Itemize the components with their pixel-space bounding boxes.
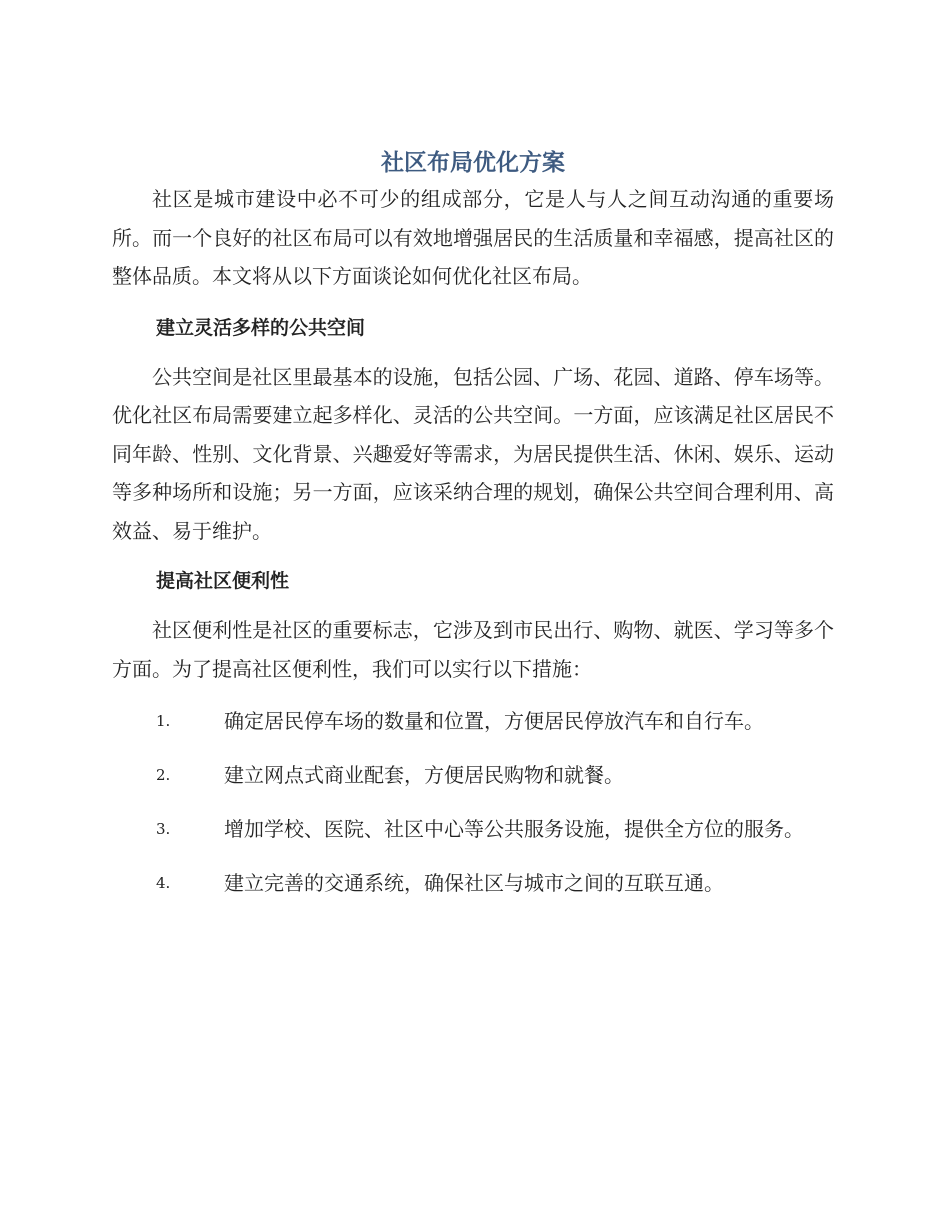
list-item	[112, 862, 834, 904]
intro-paragraph: 社区是城市建设中必不可少的组成部分，它是人与人之间互动沟通的重要场所。而一个良好的社区布局可以有效地增强居民的生活质量和幸福感，提高社区的整体品质。本文将从以下方面谈论如何优化社区布局。	[112, 187, 834, 288]
list-item-number: 2.	[156, 766, 171, 784]
list-item	[112, 808, 834, 850]
section-heading-convenience: 提高社区便利性	[156, 570, 290, 592]
list-item-text: 建立网点式商业配套，方便居民购物和就餐。	[224, 763, 624, 787]
list-item-text: 增加学校、医院、社区中心等公共服务设施，提供全方位的服务。	[224, 817, 804, 841]
list-item-number: 1.	[156, 712, 171, 730]
list-item-text: 建立完善的交通系统，确保社区与城市之间的互联互通。	[224, 871, 724, 895]
document-page	[112, 146, 834, 904]
section-heading-public-space: 建立灵活多样的公共空间	[156, 316, 366, 339]
list-item-number: 3.	[156, 820, 171, 838]
measures-list	[112, 700, 834, 904]
list-item	[112, 700, 834, 742]
list-item-number: 4.	[156, 874, 171, 892]
document-title: 社区布局优化方案	[381, 150, 565, 176]
section-body-convenience: 社区便利性是社区的重要标志，它涉及到市民出行、购物、就医、学习等多个方面。为了提高社区便利性，我们可以实行以下措施：	[112, 618, 834, 681]
section-body-public-space: 公共空间是社区里最基本的设施，包括公园、广场、花园、道路、停车场等。优化社区布局需要建立起多样化、灵活的公共空间。一方面，应该满足社区居民不同年龄、性别、文化背景、兴趣爱好等需求，为居民提供生活、休闲、娱乐、运动等多种场所和设施；另一方面，应该采纳合理的规划，确保公共空间合理利用、高效益、易于维护。	[112, 364, 834, 543]
list-item-text: 确定居民停车场的数量和位置，方便居民停放汽车和自行车。	[224, 709, 764, 733]
list-item	[112, 754, 834, 796]
